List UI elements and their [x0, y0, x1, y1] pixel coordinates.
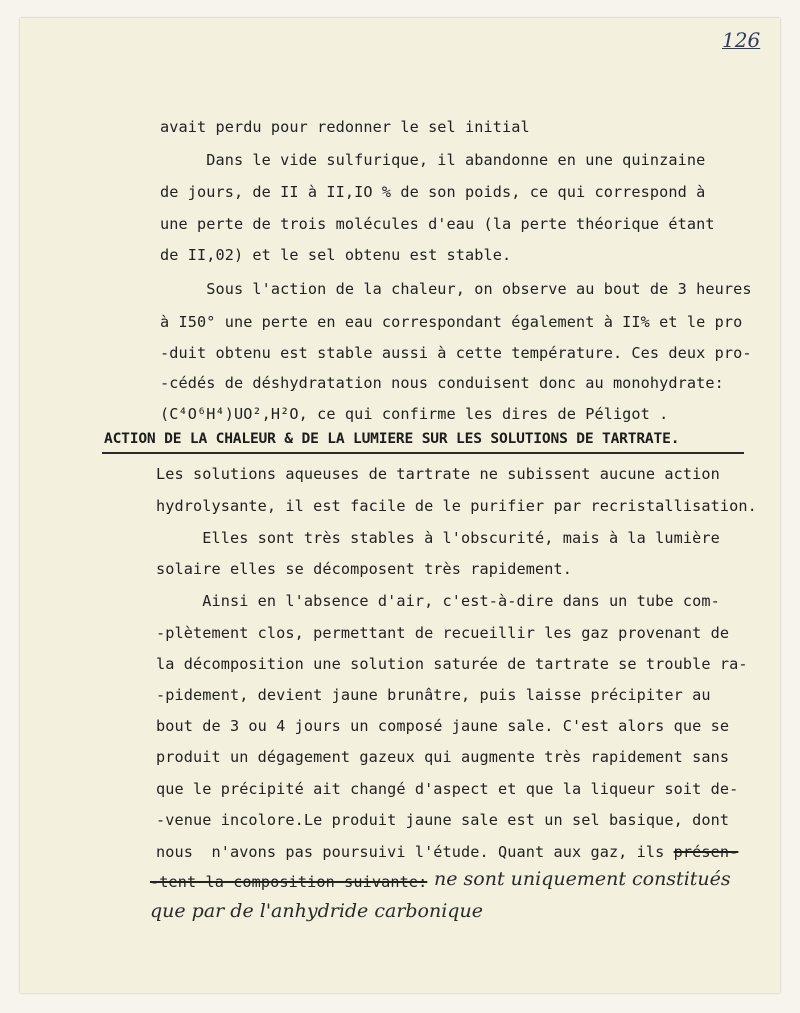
text-line: -pidement, devient jaune brunâtre, puis laisse précipiter au — [156, 686, 711, 704]
text-line: -plètement clos, permettant de recueillir les gaz provenant de — [156, 624, 730, 642]
text-line: -cédés de déshydratation nous conduisent donc au monohydrate: — [160, 374, 724, 392]
text-line: à I50° une perte en eau correspondant également à II% et le pro — [160, 313, 743, 331]
text-line: une perte de trois molécules d'eau (la perte théorique étant — [160, 215, 715, 233]
section-heading: ACTION DE LA CHALEUR & DE LA LUMIERE SUR LES SOLUTIONS DE TARTRATE. — [104, 430, 680, 447]
struck-text: présen- — [673, 843, 739, 861]
handwritten-correction: que par de l'anhydride carbonique — [150, 900, 483, 922]
text-line: que le précipité ait changé d'aspect et que la liqueur soit de- — [156, 780, 739, 798]
text-line — [156, 843, 738, 861]
text-line: -venue incolore.Le produit jaune sale est un sel basique, dont — [156, 811, 730, 829]
text-line: avait perdu pour redonner le sel initial — [160, 118, 530, 136]
text-line: de jours, de II à II,IO % de son poids, ce qui correspond à — [160, 183, 706, 201]
text-line: Les solutions aqueuses de tartrate ne subissent aucune action — [156, 465, 720, 483]
handwritten-correction: ne sont uniquement constitués — [434, 868, 731, 890]
text-line: de II,02) et le sel obtenu est stable. — [160, 246, 512, 264]
text-line: la décomposition une solution saturée de tartrate se trouble ra- — [156, 655, 748, 673]
page-number: 126 — [722, 28, 761, 52]
text-line — [150, 873, 427, 891]
heading-underline — [102, 452, 744, 454]
text-span: nous n'avons pas poursuivi l'étude. Quant aux gaz, ils — [156, 843, 674, 861]
text-line: -duit obtenu est stable aussi à cette température. Ces deux pro- — [160, 344, 752, 362]
struck-text: -tent la composition suivante: — [150, 873, 428, 891]
text-line: Sous l'action de la chaleur, on observe au bout de 3 heures — [160, 280, 752, 298]
text-line: Elles sont très stables à l'obscurité, mais à la lumière — [156, 529, 720, 547]
text-line: produit un dégagement gazeux qui augmente très rapidement sans — [156, 748, 730, 766]
text-line: Ainsi en l'absence d'air, c'est-à-dire dans un tube com- — [156, 592, 720, 610]
text-line: Dans le vide sulfurique, il abandonne en une quinzaine — [160, 151, 706, 169]
text-line: bout de 3 ou 4 jours un composé jaune sale. C'est alors que se — [156, 717, 730, 735]
text-line: solaire elles se décomposent très rapidement. — [156, 560, 572, 578]
text-line: hydrolysante, il est facile de le purifier par recristallisation. — [156, 497, 757, 515]
text-line: (C⁴O⁶H⁴)UO²,H²O, ce qui confirme les dires de Péligot . — [160, 405, 669, 423]
